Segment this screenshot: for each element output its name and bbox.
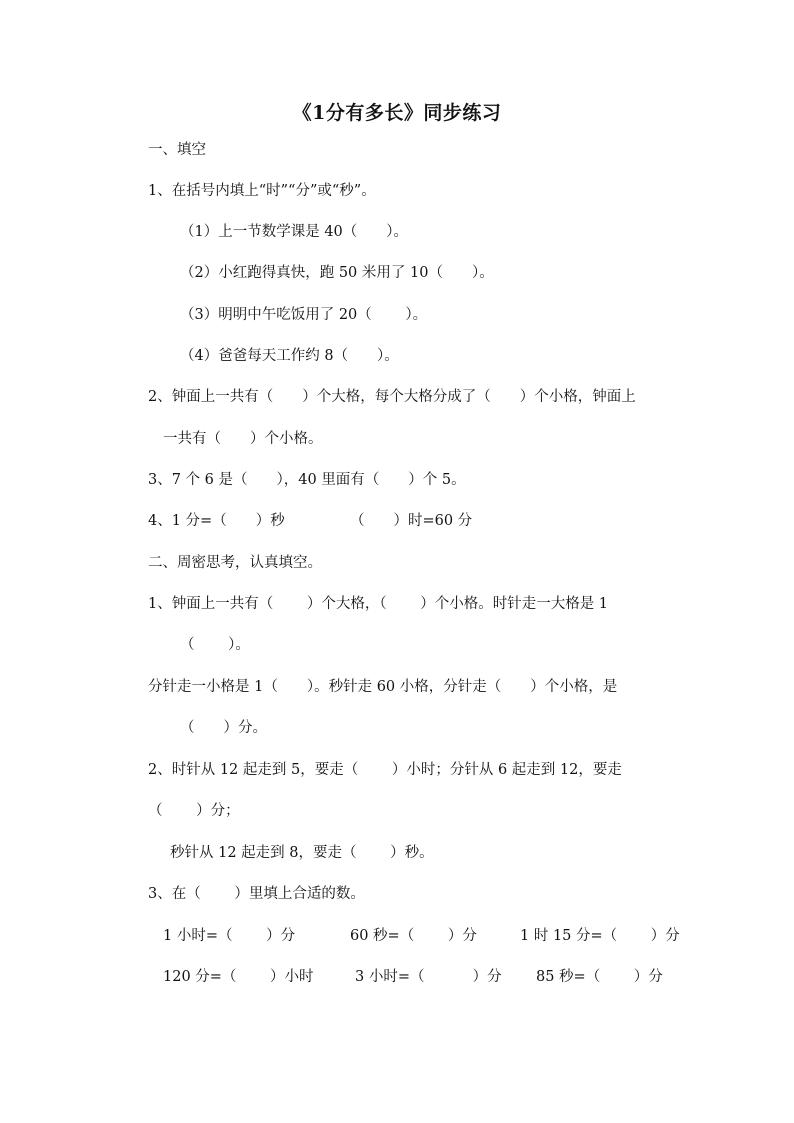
conversion-item: 1 小时=（ ）分: [163, 928, 296, 944]
conversion-item: 1 时 15 分=（ ）分: [520, 928, 680, 944]
question-1-item-2: （2）小红跑得真快，跑 50 米用了 10（ ）。: [180, 265, 494, 281]
section-2-heading: 二、周密思考，认真填空。: [148, 555, 322, 571]
page-title: 《1分有多长》同步练习: [292, 102, 502, 124]
question-4: 4、1 分=（ ）秒 （ ）时=60 分: [148, 513, 473, 529]
part-2-question-1-line-3: 分针走一小格是 1（ ）。秒针走 60 小格，分针走（ ）个小格，是: [148, 679, 618, 695]
section-1-heading: 一、填空: [148, 142, 206, 158]
question-1: 1、在括号内填上“时”“分”或“秒”。: [148, 183, 376, 199]
question-2-line-1: 2、钟面上一共有（ ）个大格，每个大格分成了（ ）个小格，钟面上: [148, 389, 636, 405]
conversion-item: 85 秒=（ ）分: [536, 969, 663, 985]
question-1-item-4: （4）爸爸每天工作约 8（ ）。: [180, 348, 399, 364]
question-3: 3、7 个 6 是（ ），40 里面有（ ）个 5。: [148, 472, 466, 488]
question-1-item-1: （1）上一节数学课是 40（ ）。: [180, 224, 409, 240]
part-2-question-2-line-1: 2、时针从 12 起走到 5，要走（ ）小时；分针从 6 起走到 12，要走: [148, 762, 622, 778]
part-2-question-1-line-2: （ ）。: [180, 637, 250, 653]
part-2-question-1-line-4: （ ）分。: [180, 720, 267, 736]
conversion-item: 60 秒=（ ）分: [350, 928, 477, 944]
conversion-item: 120 分=（ ）小时: [163, 969, 314, 985]
part-2-question-2-line-3: 秒针从 12 起走到 8，要走（ ）秒。: [170, 845, 434, 861]
part-2-question-2-line-2: （ ）分；: [148, 803, 240, 819]
part-2-question-3: 3、在（ ）里填上合适的数。: [148, 886, 365, 902]
question-1-item-3: （3）明明中午吃饭用了 20（ ）。: [180, 307, 428, 323]
conversion-item: 3 小时=（ ）分: [355, 969, 502, 985]
question-2-line-2: 一共有（ ）个小格。: [163, 431, 323, 447]
part-2-question-1-line-1: 1、钟面上一共有（ ）个大格，（ ）个小格。时针走一大格是 1: [148, 596, 609, 612]
